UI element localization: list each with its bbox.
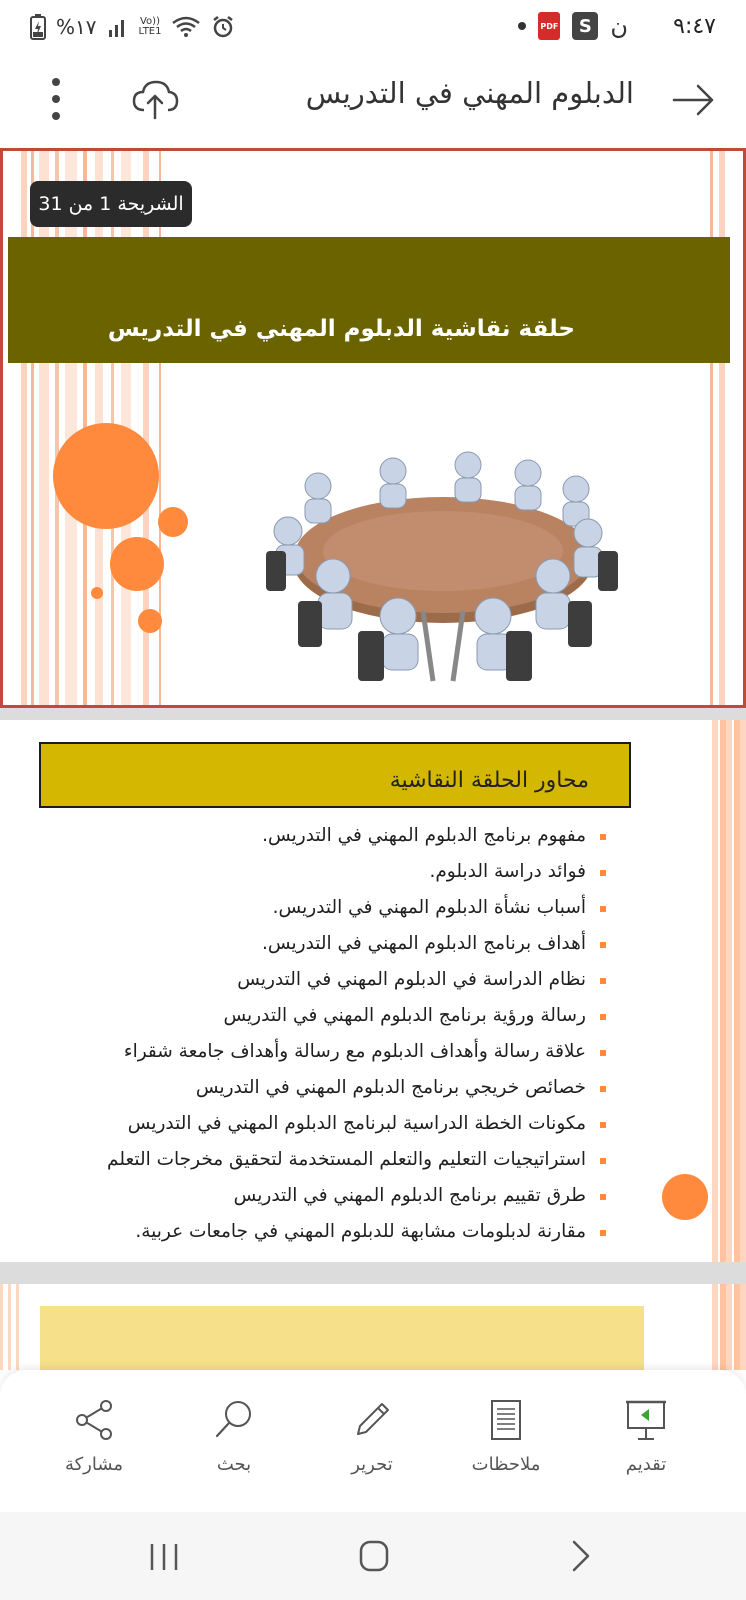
decor-circle <box>158 507 188 537</box>
wifi-icon <box>171 15 201 39</box>
slide-2-thumbnail[interactable] <box>0 720 746 1262</box>
battery-icon <box>30 14 46 40</box>
recents-nav-icon[interactable] <box>134 1532 194 1580</box>
decor-stripe <box>65 151 77 708</box>
agenda-list <box>107 818 612 1250</box>
list-item: علاقة رسالة وأهداف الدبلوم مع رسالة وأهداف جامعة شقراء <box>112 1034 612 1070</box>
slide-title-band <box>8 237 730 363</box>
share-icon <box>72 1398 116 1442</box>
search-label: بحث <box>216 1454 252 1475</box>
slide-1-title: حلقة نقاشية الدبلوم المهني في التدريس <box>107 316 575 342</box>
pdf-app-icon: PDF <box>538 12 560 40</box>
slide-list[interactable] <box>0 148 746 1370</box>
decor-circle <box>91 587 103 599</box>
decor-circle <box>110 537 164 591</box>
notes-button[interactable] <box>446 1398 566 1490</box>
present-button[interactable] <box>586 1398 706 1490</box>
slide-3-title-band <box>40 1306 644 1370</box>
volte-label: Vo)) <box>139 16 160 27</box>
slide-3-thumbnail[interactable] <box>0 1284 746 1370</box>
present-label: تقديم <box>625 1454 667 1475</box>
battery-percentage: %١٧ <box>56 15 97 39</box>
edit-label: تحرير <box>351 1454 393 1475</box>
meeting-table-illustration <box>258 451 628 691</box>
search-button[interactable] <box>174 1398 294 1490</box>
decor-stripe <box>55 151 59 708</box>
list-item: خصائص خريجي برنامج الدبلوم المهني في التدريس <box>112 1070 612 1106</box>
bottom-toolbar <box>0 1370 746 1512</box>
notification-dot-icon <box>518 22 526 30</box>
pencil-icon <box>350 1398 394 1442</box>
status-bar <box>0 0 746 58</box>
alarm-icon <box>211 15 235 39</box>
list-item: مكونات الخطة الدراسية لبرنامج الدبلوم المهني في التدريس <box>112 1106 612 1142</box>
decor-circle-large <box>53 423 159 529</box>
notes-label: ملاحظات <box>471 1454 541 1475</box>
notes-icon <box>484 1398 528 1442</box>
list-item: فوائد دراسة الدبلوم. <box>112 854 612 890</box>
search-icon <box>212 1398 256 1442</box>
decor-stripe <box>31 151 34 708</box>
decor-circle <box>138 609 162 633</box>
signal-icon <box>107 16 129 38</box>
slide-2-heading-box <box>39 742 631 808</box>
lte-label: LTE1 <box>138 26 162 37</box>
list-item: رسالة ورؤية برنامج الدبلوم المهني في التدريس <box>112 998 612 1034</box>
n-app-icon: ن <box>610 12 628 40</box>
list-item: أهداف برنامج الدبلوم المهني في التدريس. <box>112 926 612 962</box>
list-item: طرق تقييم برنامج الدبلوم المهني في التدريس <box>112 1178 612 1214</box>
s-app-icon: S <box>572 12 598 40</box>
list-item: أسباب نشأة الدبلوم المهني في التدريس. <box>112 890 612 926</box>
status-system-icons <box>30 14 235 40</box>
decor-stripe <box>21 151 27 708</box>
share-label: مشاركة <box>64 1454 124 1475</box>
slide-2-heading: محاور الحلقة النقاشية <box>389 768 589 793</box>
slide-1-thumbnail[interactable] <box>0 148 746 708</box>
arrow-right-icon[interactable] <box>668 74 720 126</box>
present-icon <box>624 1398 668 1442</box>
list-item: مفهوم برنامج الدبلوم المهني في التدريس. <box>112 818 612 854</box>
status-notification-icons <box>518 12 628 40</box>
share-button[interactable] <box>34 1398 154 1490</box>
decor-stripe <box>39 151 49 708</box>
list-item: نظام الدراسة في الدبلوم المهني في التدريس <box>112 962 612 998</box>
system-navigation-bar <box>0 1512 746 1600</box>
decor-circle <box>662 1174 708 1220</box>
list-item: مقارنة لدبلومات مشابهة للدبلوم المهني في جامعات عربية. <box>112 1214 612 1250</box>
document-title: الدبلوم المهني في التدريس <box>305 76 634 110</box>
back-nav-icon[interactable] <box>550 1532 610 1580</box>
decor-stripe <box>710 151 713 708</box>
list-item: استراتيجيات التعليم والتعلم المستخدمة لتحقيق مخرجات التعلم <box>112 1142 612 1178</box>
decor-stripes <box>712 720 746 1262</box>
status-time: ٩:٤٧ <box>673 14 716 39</box>
more-vertical-icon[interactable] <box>44 74 68 124</box>
home-nav-icon[interactable] <box>344 1532 404 1580</box>
decor-stripes <box>0 1284 20 1370</box>
slide-counter-badge: الشريحة 1 من 31 <box>30 181 192 227</box>
decor-stripe <box>719 151 725 708</box>
decor-stripes <box>712 1284 746 1370</box>
cloud-upload-icon[interactable] <box>130 76 180 122</box>
edit-button[interactable] <box>312 1398 432 1490</box>
app-header <box>0 58 746 148</box>
